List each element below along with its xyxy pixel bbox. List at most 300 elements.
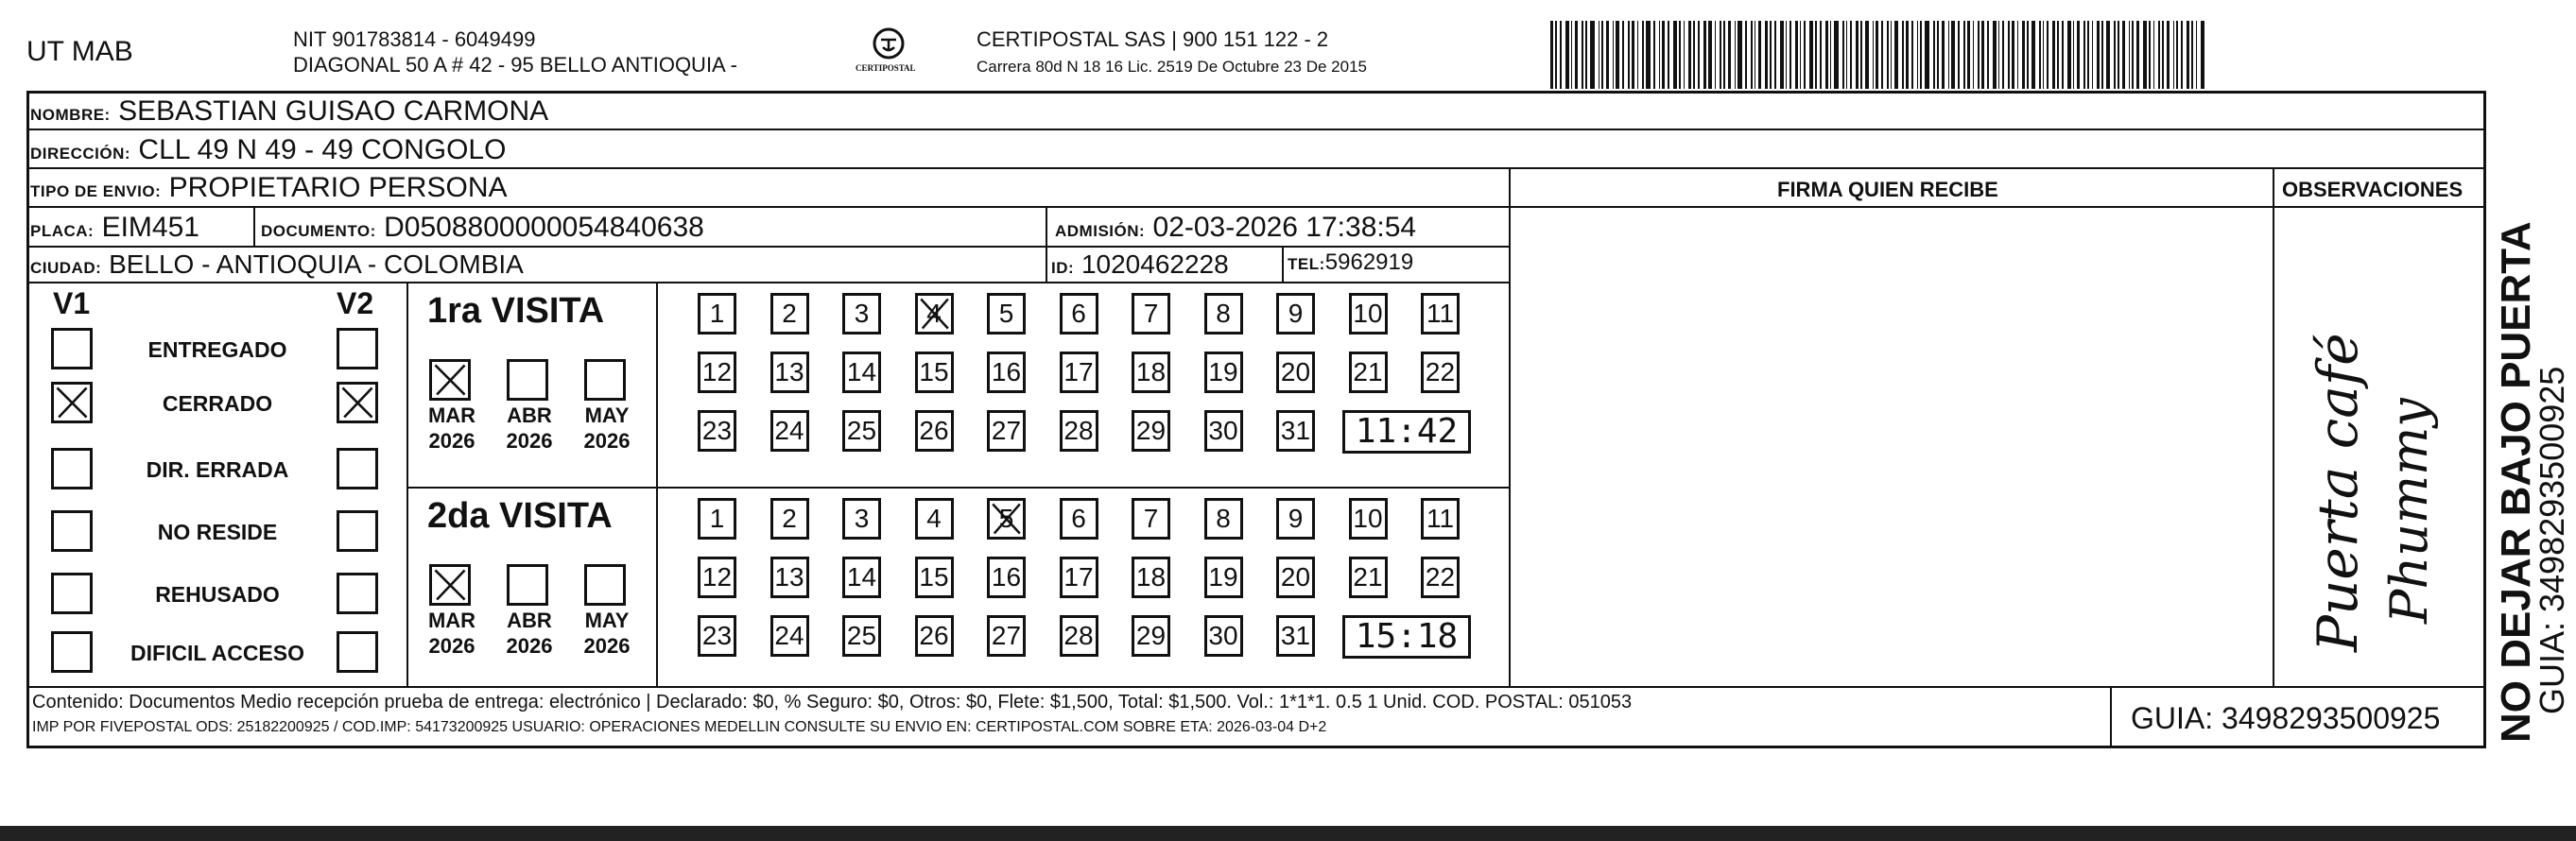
year-label: 2026	[506, 634, 553, 658]
barcode-bar	[1715, 21, 1716, 89]
barcode-bar	[1560, 21, 1562, 89]
month-checkbox[interactable]	[507, 359, 548, 401]
v1-checkbox[interactable]	[51, 631, 93, 673]
nit-line: NIT 901783814 - 6049499	[293, 27, 536, 51]
day-box[interactable]	[1204, 293, 1243, 335]
barcode-bar	[1735, 21, 1736, 89]
day-box[interactable]	[1132, 498, 1170, 540]
carrier-line: CERTIPOSTAL SAS | 900 151 122 - 2	[977, 27, 1329, 51]
imp-line: IMP POR FIVEPOSTAL ODS: 25182200925 / COD.IMP: 54173200925 USUARIO: OPERACIONES MEDELLIN CONSULTE SU ENVIO EN: CERTIPOSTAL.COM SOBRE ETA: 2026-03-04 D+2	[32, 719, 1327, 735]
tel-label: TEL:	[1288, 255, 1325, 273]
status-option-label: DIFICIL ACCESO	[130, 641, 304, 665]
barcode-bar	[2176, 21, 2178, 89]
barcode-bar	[1846, 21, 1847, 89]
barcode-bar	[1632, 21, 1634, 89]
day-box[interactable]	[698, 352, 736, 393]
barcode-bar	[1920, 21, 1922, 89]
barcode-bar	[1698, 21, 1700, 89]
barcode-bar	[2158, 21, 2160, 89]
v1-checkbox[interactable]	[51, 328, 93, 369]
barcode-bar	[2181, 21, 2183, 89]
barcode-bar	[1834, 21, 1839, 89]
barcode-bar	[1613, 21, 1614, 89]
barcode-bar	[1637, 21, 1638, 89]
barcode-bar	[1659, 21, 1660, 89]
status-option-label: ENTREGADO	[147, 337, 287, 362]
day-box[interactable]	[1204, 352, 1243, 393]
barcode-bar	[1668, 21, 1669, 89]
barcode-bar	[2201, 21, 2204, 89]
day-number: 22	[1425, 562, 1456, 592]
barcode-bar	[2167, 21, 2170, 89]
barcode-bar	[1933, 21, 1935, 89]
barcode-bar	[2067, 21, 2071, 89]
v2-checkbox[interactable]	[337, 573, 378, 614]
day-number: 2	[782, 299, 797, 328]
obs-line-2: Phummy	[2379, 398, 2439, 624]
day-number: 25	[846, 621, 877, 650]
day-number: 8	[1216, 299, 1231, 328]
day-box[interactable]	[915, 352, 954, 393]
day-box[interactable]	[1204, 498, 1243, 540]
barcode-bar	[2073, 21, 2074, 89]
firma-header: FIRMA QUIEN RECIBE	[1777, 178, 1998, 201]
v2-checkbox[interactable]	[337, 328, 378, 369]
barcode-bar	[1963, 21, 1965, 89]
barcode-bar	[1993, 21, 1997, 89]
barcode-bar	[1720, 21, 1721, 89]
barcode-bar	[2129, 21, 2130, 89]
day-number: 16	[991, 357, 1022, 386]
day-number: 23	[701, 621, 733, 650]
day-number: 7	[1143, 299, 1159, 328]
barcode-bar	[1745, 21, 1747, 89]
barcode-bar	[1738, 21, 1742, 89]
barcode-bar	[2012, 21, 2014, 89]
tipo-envio-label: TIPO DE ENVIO:	[30, 182, 162, 200]
day-box[interactable]	[698, 410, 736, 452]
barcode-bar	[1616, 21, 1619, 89]
barcode-bar	[1774, 21, 1776, 89]
day-box[interactable]	[987, 498, 1026, 540]
license-line: Carrera 80d N 18 16 Lic. 2519 De Octubre 23 De 2015	[977, 58, 1367, 76]
day-box[interactable]	[1276, 293, 1315, 335]
barcode-bar	[1795, 21, 1798, 89]
observaciones-header: OBSERVACIONES	[2282, 178, 2464, 201]
barcode-bar	[1800, 21, 1801, 89]
barcode-bar	[2017, 21, 2018, 89]
day-box[interactable]	[842, 498, 881, 540]
day-number: 11	[1426, 299, 1455, 328]
recipient-name: SEBASTIAN GUISAO CARMONA	[118, 95, 549, 127]
barcode-bar	[2047, 21, 2049, 89]
day-box[interactable]	[987, 352, 1026, 393]
day-box[interactable]	[1276, 410, 1315, 452]
id-label: ID:	[1051, 259, 1075, 277]
day-number: 1	[709, 504, 725, 533]
no-dejar-bajo-puerta: NO DEJAR BAJO PUERTA	[2493, 221, 2539, 743]
day-box[interactable]	[770, 557, 809, 598]
barcode-bar	[2043, 21, 2044, 89]
day-box[interactable]	[1349, 352, 1388, 393]
day-box[interactable]	[987, 615, 1026, 657]
day-box[interactable]	[915, 293, 954, 335]
day-number: 30	[1208, 621, 1238, 650]
barcode-bar	[2187, 21, 2189, 89]
day-number: 18	[1135, 562, 1167, 592]
barcode-bar	[2114, 21, 2116, 89]
barcode-bar	[1703, 21, 1706, 89]
barcode-bar	[1820, 21, 1822, 89]
day-number: 4	[926, 504, 942, 533]
barcode-bar	[2077, 21, 2080, 89]
day-number: 26	[919, 621, 949, 650]
barcode-bar	[1555, 21, 1557, 89]
guia-number: GUIA: 3498293500925	[2131, 701, 2441, 735]
day-box[interactable]	[770, 352, 809, 393]
admision-value: 02-03-2026 17:38:54	[1152, 212, 1417, 243]
day-box[interactable]	[1204, 557, 1243, 598]
day-box[interactable]	[698, 498, 736, 540]
year-label: 2026	[428, 429, 475, 453]
nombre-label: NOMBRE:	[30, 106, 111, 124]
day-number: 31	[1280, 416, 1311, 445]
day-number: 9	[1288, 299, 1304, 328]
day-box[interactable]	[915, 615, 954, 657]
barcode-bar	[1565, 21, 1569, 89]
day-number: 6	[1071, 504, 1086, 533]
bottom-edge	[0, 826, 2576, 841]
year-label: 2026	[506, 429, 553, 453]
barcode-bar	[2132, 21, 2134, 89]
day-box[interactable]	[1204, 615, 1243, 657]
day-box[interactable]	[1421, 498, 1460, 540]
day-number: 7	[1143, 504, 1159, 533]
day-box[interactable]	[1132, 293, 1170, 335]
barcode-bar	[2031, 21, 2035, 89]
barcode-bar	[1809, 21, 1813, 89]
barcode-bar	[1917, 21, 1918, 89]
day-number: 25	[846, 416, 877, 445]
day-number: 20	[1280, 562, 1311, 592]
day-box[interactable]	[770, 615, 809, 657]
barcode-bar	[1601, 21, 1603, 89]
v1-checkbox[interactable]	[51, 382, 93, 423]
day-number: 15	[919, 562, 949, 592]
day-number: 6	[1071, 299, 1086, 328]
v1-checkbox[interactable]	[51, 448, 93, 489]
barcode-bar	[1751, 21, 1753, 89]
direccion-label: DIRECCIÓN:	[30, 145, 131, 163]
v2-header: V2	[337, 286, 374, 320]
day-number: 21	[1353, 562, 1383, 592]
day-box[interactable]	[842, 615, 881, 657]
day-box[interactable]	[1349, 293, 1388, 335]
barcode-bar	[1876, 21, 1878, 89]
barcode-bar	[1684, 21, 1685, 89]
day-number: 28	[1063, 416, 1094, 445]
day-number: 13	[774, 562, 804, 592]
day-number: 16	[991, 562, 1022, 592]
barcode-bar	[1575, 21, 1578, 89]
visit-time-box[interactable]	[1342, 615, 1471, 659]
month-checkbox[interactable]	[429, 359, 471, 401]
day-box[interactable]	[842, 352, 881, 393]
barcode-bar	[2039, 21, 2041, 89]
day-box[interactable]	[915, 557, 954, 598]
day-box[interactable]	[1132, 557, 1170, 598]
barcode-bar	[1550, 21, 1553, 89]
visit-title: 1ra VISITA	[427, 291, 605, 331]
barcode-bar	[1622, 21, 1624, 89]
barcode-bar	[1804, 21, 1806, 89]
day-number: 18	[1135, 357, 1167, 386]
status-option-label: DIR. ERRADA	[146, 457, 289, 482]
day-number: 4	[926, 299, 942, 328]
barcode-bar	[1894, 21, 1898, 89]
day-number: 12	[701, 357, 733, 386]
visit-time-box[interactable]	[1342, 410, 1471, 454]
obs-handwriting	[2273, 208, 2486, 686]
day-box[interactable]	[842, 557, 881, 598]
day-box[interactable]	[1132, 352, 1170, 393]
day-box[interactable]	[1060, 615, 1098, 657]
barcode-bar	[2136, 21, 2139, 89]
barcode-bar	[1978, 21, 1980, 89]
company-name: UT MAB	[26, 36, 133, 67]
day-box[interactable]	[1421, 557, 1460, 598]
day-number: 5	[998, 504, 1014, 533]
day-box[interactable]	[1421, 293, 1460, 335]
barcode-bar	[1642, 21, 1644, 89]
id-value: 1020462228	[1081, 249, 1229, 279]
barcode-bar	[2083, 21, 2085, 89]
year-label: 2026	[428, 634, 475, 658]
barcode-bar	[2143, 21, 2147, 89]
obs-line-1: Puerta café	[2306, 333, 2370, 652]
barcode-bar	[1786, 21, 1787, 89]
barcode-bar	[1628, 21, 1630, 89]
day-box[interactable]	[915, 498, 954, 540]
barcode-bar	[1723, 21, 1725, 89]
month-label: ABR	[507, 403, 552, 427]
day-number: 27	[991, 416, 1022, 445]
barcode-bar	[1925, 21, 1929, 89]
day-box[interactable]	[1132, 615, 1170, 657]
barcode-bar	[1653, 21, 1655, 89]
barcode-bar	[1856, 21, 1859, 89]
day-box[interactable]	[915, 410, 954, 452]
day-number: 24	[774, 416, 804, 445]
barcode-bar	[1780, 21, 1784, 89]
barcode-bar	[1571, 21, 1572, 89]
barcode-bar	[1590, 21, 1595, 89]
barcode-bar	[2118, 21, 2119, 89]
day-box[interactable]	[698, 293, 736, 335]
day-box[interactable]	[770, 410, 809, 452]
barcode-bar	[2097, 21, 2100, 89]
barcode-bar	[1891, 21, 1892, 89]
day-number: 9	[1288, 504, 1304, 533]
day-box[interactable]	[1349, 498, 1388, 540]
month-checkbox[interactable]	[584, 359, 626, 401]
barcode-bar	[1887, 21, 1889, 89]
day-box[interactable]	[1349, 557, 1388, 598]
day-box[interactable]	[1132, 410, 1170, 452]
barcode-bar	[2008, 21, 2010, 89]
barcode-bar	[2101, 21, 2103, 89]
day-number: 29	[1135, 416, 1167, 445]
barcode-bar	[2162, 21, 2164, 89]
v2-checkbox[interactable]	[337, 448, 378, 489]
day-number: 26	[919, 416, 949, 445]
visit-time: 15:18	[1355, 617, 1459, 656]
barcode-bar	[1688, 21, 1691, 89]
barcode-bar	[2057, 21, 2059, 89]
barcode-bar	[1958, 21, 1960, 89]
barcode-bar	[2092, 21, 2093, 89]
v2-checkbox[interactable]	[337, 510, 378, 552]
v1-checkbox[interactable]	[51, 573, 93, 614]
barcode-bar	[1679, 21, 1681, 89]
day-number: 29	[1135, 621, 1167, 650]
day-box[interactable]	[1276, 352, 1315, 393]
day-number: 5	[998, 299, 1014, 328]
barcode-bar	[1951, 21, 1955, 89]
barcode-bar	[1662, 21, 1665, 89]
documento-label: DOCUMENTO:	[261, 222, 376, 240]
day-number: 19	[1208, 562, 1238, 592]
barcode-bar	[1948, 21, 1949, 89]
month-checkbox[interactable]	[584, 564, 626, 606]
month-label: MAR	[427, 403, 476, 427]
day-box[interactable]	[770, 498, 809, 540]
day-number: 13	[774, 357, 804, 386]
barcode-bar	[1942, 21, 1945, 89]
barcode-bar	[1881, 21, 1883, 89]
day-box[interactable]	[698, 557, 736, 598]
day-number: 17	[1063, 357, 1094, 386]
barcode-bar	[1673, 21, 1677, 89]
day-number: 10	[1353, 299, 1383, 328]
month-checkbox[interactable]	[507, 564, 548, 606]
day-number: 10	[1353, 504, 1383, 533]
day-box[interactable]	[698, 615, 736, 657]
day-number: 23	[701, 416, 733, 445]
day-number: 12	[701, 562, 733, 592]
day-box[interactable]	[987, 293, 1026, 335]
barcode-bar	[1906, 21, 1909, 89]
status-option-label: CERRADO	[162, 391, 273, 416]
barcode-bar	[2052, 21, 2055, 89]
side-guia: GUIA: 3498293500925	[2533, 366, 2571, 714]
barcode-bar	[1981, 21, 1984, 89]
barcode-bar	[1765, 21, 1768, 89]
day-number: 14	[846, 357, 877, 386]
day-box[interactable]	[1204, 410, 1243, 452]
barcode-bar	[1585, 21, 1587, 89]
barcode-bar	[1902, 21, 1904, 89]
barcode-bar	[2191, 21, 2193, 89]
day-box[interactable]	[842, 410, 881, 452]
day-box[interactable]	[1060, 410, 1098, 452]
barcode-bar	[1825, 21, 1828, 89]
day-number: 14	[846, 562, 877, 592]
barcode-bar	[1606, 21, 1609, 89]
barcode-bar	[1937, 21, 1939, 89]
ciudad-label: CIUDAD:	[30, 259, 102, 277]
day-number: 28	[1063, 621, 1094, 650]
documento-value: D0508800000054840638	[384, 212, 704, 243]
v1-header: V1	[53, 286, 91, 320]
barcode-bar	[1987, 21, 1989, 89]
month-label: ABR	[507, 609, 552, 632]
day-box[interactable]	[1276, 615, 1315, 657]
day-number: 31	[1280, 621, 1311, 650]
year-label: 2026	[583, 429, 631, 453]
tel-value: 5962919	[1324, 249, 1414, 275]
day-box[interactable]	[1060, 498, 1098, 540]
barcode-bar	[1850, 21, 1852, 89]
sender-address: DIAGONAL 50 A # 42 - 95 BELLO ANTIOQUIA -	[293, 53, 737, 77]
day-box[interactable]	[842, 293, 881, 335]
year-label: 2026	[583, 634, 631, 658]
day-box[interactable]	[1276, 498, 1315, 540]
barcode-bar	[2122, 21, 2125, 89]
day-number: 1	[709, 299, 725, 328]
day-number: 24	[774, 621, 804, 650]
day-number: 19	[1208, 357, 1238, 386]
day-box[interactable]	[770, 293, 809, 335]
day-number: 21	[1353, 357, 1383, 386]
barcode-bar	[1998, 21, 1999, 89]
day-number: 22	[1425, 357, 1456, 386]
v2-checkbox[interactable]	[337, 382, 378, 423]
day-box[interactable]	[1276, 557, 1315, 598]
day-box[interactable]	[987, 557, 1026, 598]
day-number: 8	[1216, 504, 1231, 533]
status-option-label: REHUSADO	[155, 582, 280, 607]
day-box[interactable]	[1060, 557, 1098, 598]
day-number: 2	[782, 504, 797, 533]
day-box[interactable]	[1421, 352, 1460, 393]
month-label: MAR	[427, 609, 476, 632]
day-box[interactable]	[1060, 352, 1098, 393]
barcode-bar	[1758, 21, 1761, 89]
barcode-bar	[1693, 21, 1695, 89]
barcode-bar	[2149, 21, 2151, 89]
day-number: 3	[854, 299, 870, 328]
barcode-bar	[1973, 21, 1974, 89]
placa-label: PLACA:	[30, 222, 95, 240]
day-box[interactable]	[987, 410, 1026, 452]
v2-checkbox[interactable]	[337, 631, 378, 673]
barcode-bar	[1770, 21, 1772, 89]
barcode-bar	[2062, 21, 2064, 89]
month-label: MAY	[584, 609, 630, 632]
day-number: 17	[1063, 562, 1094, 592]
visit-title: 2da VISITA	[427, 496, 613, 536]
v1-checkbox[interactable]	[51, 510, 93, 552]
day-box[interactable]	[1060, 293, 1098, 335]
barcode-bar	[2196, 21, 2197, 89]
month-checkbox[interactable]	[429, 564, 471, 606]
placa-value: EIM451	[101, 212, 199, 243]
barcode-bar	[2087, 21, 2089, 89]
ciudad-value: BELLO - ANTIOQUIA - COLOMBIA	[109, 249, 524, 279]
barcode-bar	[1815, 21, 1817, 89]
barcode-bar	[1911, 21, 1913, 89]
